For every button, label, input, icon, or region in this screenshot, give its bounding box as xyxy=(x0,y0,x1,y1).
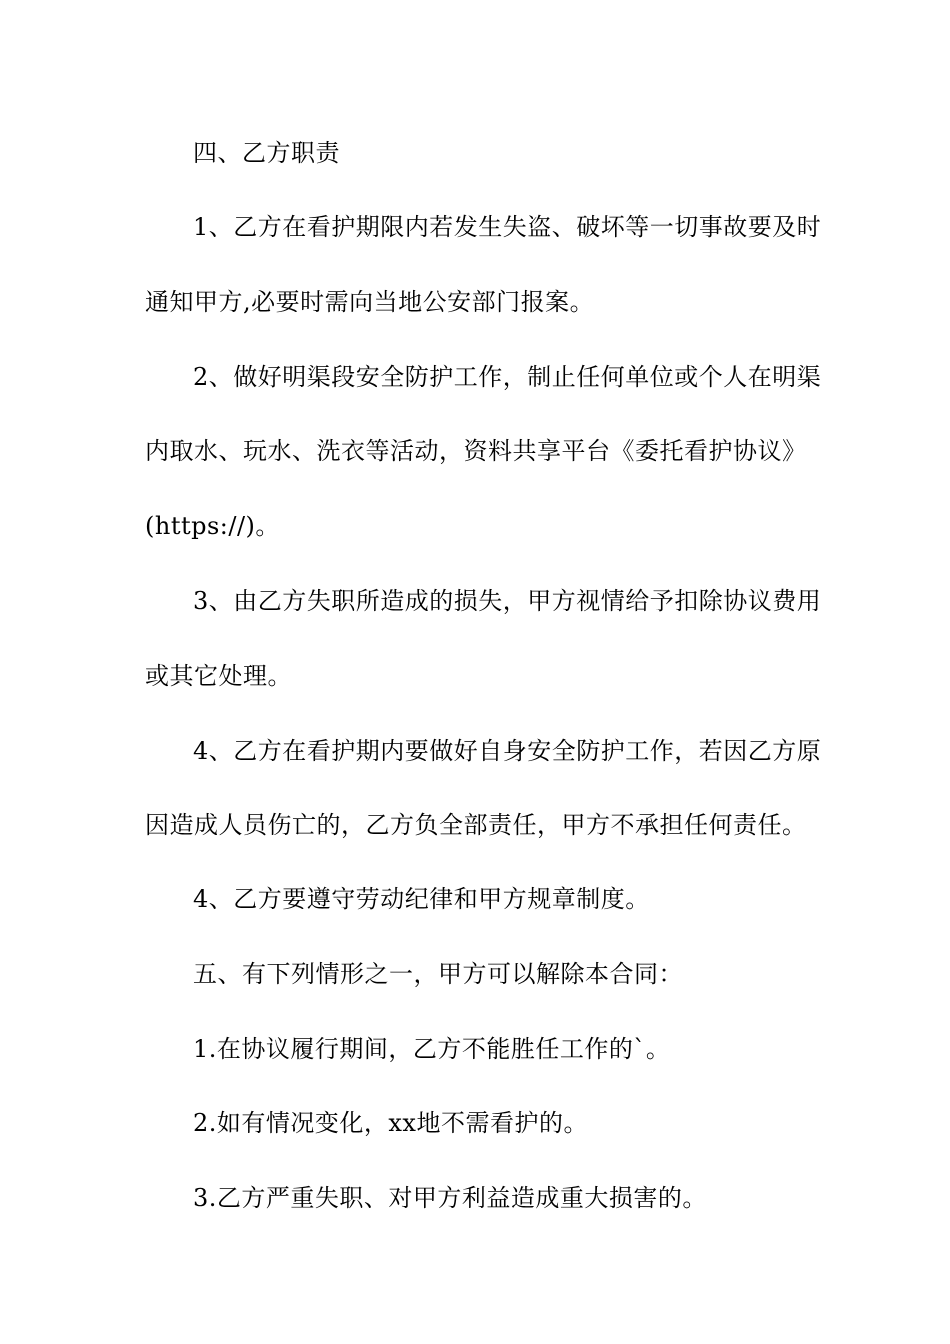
clause-4b-line-1: 4、乙方要遵守劳动纪律和甲方规章制度。 xyxy=(193,885,650,913)
clause-2-line-3: (https://)。 xyxy=(145,512,280,540)
termination-item-2: 2.如有情况变化，xx地不需看护的。 xyxy=(193,1109,588,1137)
clause-3-line-2: 或其它处理。 xyxy=(145,662,292,690)
clause-4-line-2: 因造成人员伤亡的，乙方负全部责任，甲方不承担任何责任。 xyxy=(145,811,807,839)
clause-1-line-1: 1、乙方在看护期限内若发生失盗、破坏等一切事故要及时 xyxy=(193,213,822,241)
clause-3-line-1: 3、由乙方失职所造成的损失，甲方视情给予扣除协议费用 xyxy=(193,587,822,615)
clause-1-line-2: 通知甲方,必要时需向当地公安部门报案。 xyxy=(145,288,595,316)
termination-item-1: 1.在协议履行期间，乙方不能胜任工作的`。 xyxy=(193,1035,671,1063)
termination-item-3: 3.乙方严重失职、对甲方利益造成重大损害的。 xyxy=(193,1184,707,1212)
clause-2-line-1: 2、做好明渠段安全防护工作，制止任何单位或个人在明渠 xyxy=(193,363,822,391)
clause-4-line-1: 4、乙方在看护期内要做好自身安全防护工作，若因乙方原 xyxy=(193,737,822,765)
section-heading-4: 四、乙方职责 xyxy=(193,139,340,167)
section-heading-5: 五、有下列情形之一，甲方可以解除本合同： xyxy=(193,960,683,988)
clause-2-line-2: 内取水、玩水、洗衣等活动，资料共享平台《委托看护协议》 xyxy=(145,437,807,465)
